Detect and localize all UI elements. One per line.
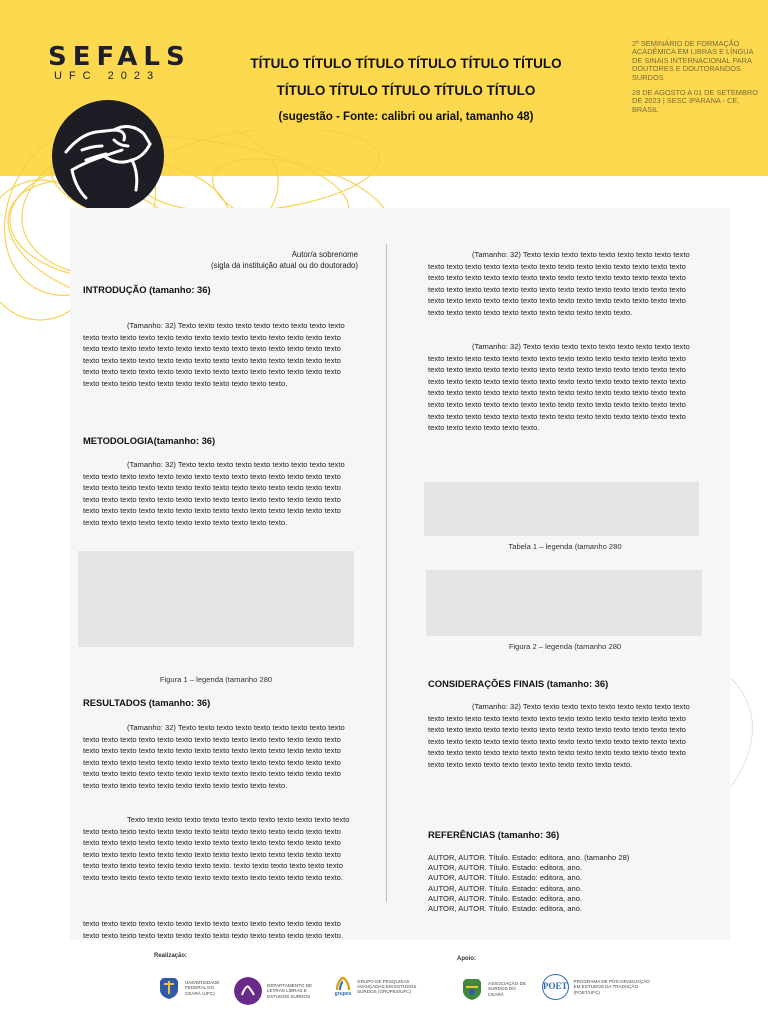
references-list bbox=[428, 853, 700, 914]
poster-title-hint: (sugestão - Fonte: calibri ou arial, tamanho 48) bbox=[278, 111, 534, 123]
event-name: 2º SEMINÁRIO DE FORMAÇÃO ACADÊMICA EM LIBRAS E LÍNGUA DE SINAIS INTERNACIONAL PARA DOUTORES E DOUTORANDOS SURDOS bbox=[632, 39, 754, 82]
intro-text: (Tamanho: 32) Texto texto texto texto texto texto texto texto texto texto texto texto texto texto texto texto texto texto texto texto texto texto texto texto texto texto texto texto texto texto texto texto texto texto texto texto texto texto texto texto texto texto texto texto texto texto texto texto texto texto texto texto texto texto texto texto texto texto texto texto texto texto texto texto texto texto texto texto texto texto texto texto texto texto texto texto. bbox=[83, 321, 345, 388]
event-date-location: 28 DE AGOSTO A 01 DE SETEMBRO DE 2023 | SESC IPARANA - CE, BRASIL bbox=[632, 88, 758, 114]
conclusion-text: (Tamanho: 32) Texto texto texto texto texto texto texto texto texto texto texto texto texto texto texto texto texto texto texto texto texto texto texto texto texto texto texto texto texto texto texto texto texto texto texto texto texto texto texto texto texto texto texto texto texto texto texto texto texto texto texto texto texto texto texto texto texto texto texto texto texto texto texto texto texto texto texto texto texto texto texto texto texto texto texto texto. bbox=[428, 702, 690, 769]
asce-logo bbox=[461, 977, 527, 1001]
figure-2-placeholder bbox=[426, 570, 702, 636]
poster-title-line-1: TÍTULO TÍTULO TÍTULO TÍTULO TÍTULO TÍTULO bbox=[250, 56, 562, 71]
handshake-icon bbox=[52, 100, 164, 212]
table-1-caption: Tabela 1 – legenda (tamanho 280 bbox=[508, 542, 622, 551]
grupes-logo-label: GRUPO DE PESQUISAS AVANÇADAS EM ESTUDOS SURDOS (GRUPES/UFC) bbox=[357, 978, 417, 995]
realizacao-label: Realização: bbox=[154, 953, 188, 959]
handshake-emblem-icon bbox=[52, 100, 164, 212]
author-name: Autor/a sobrenome bbox=[291, 250, 358, 259]
asce-crest-icon bbox=[461, 977, 483, 1001]
results-text-3: texto texto texto texto texto texto texto texto texto texto texto texto texto texto texto texto texto texto texto texto texto texto texto texto texto texto texto texto. bbox=[83, 919, 344, 940]
right-paragraph-2: (Tamanho: 32) Texto texto texto texto texto texto texto texto texto texto texto texto texto texto texto texto texto texto texto texto texto texto texto texto texto texto texto texto texto texto texto texto texto texto texto texto texto texto texto texto texto texto texto texto texto texto texto texto texto texto texto texto texto texto texto texto texto texto texto texto texto texto texto texto texto texto texto texto texto texto texto texto texto texto texto texto texto texto texto texto texto texto texto texto texto texto texto texto texto texto texto texto texto texto texto texto texto texto texto. bbox=[428, 342, 690, 433]
results-heading: RESULTADOS (tamanho: 36) bbox=[83, 697, 211, 708]
reference-item: AUTOR, AUTOR. Título. Estado: editora, ano. bbox=[428, 863, 583, 873]
figure-1-placeholder bbox=[78, 551, 354, 647]
methodology-text: (Tamanho: 32) Texto texto texto texto texto texto texto texto texto texto texto texto texto texto texto texto texto texto texto texto texto texto texto texto texto texto texto texto texto texto texto texto texto texto texto texto texto texto texto texto texto texto texto texto texto texto texto texto texto texto texto texto texto texto texto texto texto texto texto texto texto texto texto texto texto texto texto texto texto texto texto texto texto texto texto texto. bbox=[83, 460, 345, 527]
sefals-logo: SEFALS bbox=[48, 42, 191, 72]
grupes-mark bbox=[334, 976, 352, 997]
dellis-logo-label: DEPARTAMENTO DE LETRAS LIBRAS E ESTUDOS SURDOS bbox=[267, 982, 313, 999]
poet-mark: POET bbox=[542, 974, 569, 1000]
references-heading: REFERÊNCIAS (tamanho: 36) bbox=[428, 829, 560, 840]
ufc-logo-label: UNIVERSIDADE FEDERAL DO CEARÁ (UFC) bbox=[185, 979, 220, 996]
poster-title-line-2: TÍTULO TÍTULO TÍTULO TÍTULO TÍTULO bbox=[276, 83, 536, 98]
reference-item: AUTOR, AUTOR. Título. Estado: editora, ano. bbox=[428, 893, 583, 903]
conclusion-heading: CONSIDERAÇÕES FINAIS (tamanho: 36) bbox=[428, 678, 609, 689]
right-paragraph-1: (Tamanho: 32) Texto texto texto texto texto texto texto texto texto texto texto texto texto texto texto texto texto texto texto texto texto texto texto texto texto texto texto texto texto texto texto texto texto texto texto texto texto texto texto texto texto texto texto texto texto texto texto texto texto texto texto texto texto texto texto texto texto texto texto texto texto texto texto texto texto texto texto texto texto texto texto texto texto texto texto texto. bbox=[428, 250, 690, 317]
event-info bbox=[632, 40, 762, 114]
sefals-logo-subtitle: UFC 2023 bbox=[54, 70, 161, 82]
column-divider bbox=[386, 244, 387, 902]
reference-item: AUTOR, AUTOR. Título. Estado: editora, ano. bbox=[428, 883, 583, 893]
poster-title-block bbox=[218, 50, 594, 128]
apoio-label: Apoio: bbox=[457, 956, 476, 962]
dellis-logo bbox=[234, 977, 320, 1005]
reference-item: AUTOR, AUTOR. Título. Estado: editora, ano. bbox=[428, 904, 583, 914]
dellis-hands-icon bbox=[234, 977, 262, 1005]
author-block bbox=[150, 249, 358, 271]
grupes-wordmark: grupes bbox=[334, 991, 352, 997]
ufc-crest-icon bbox=[158, 976, 180, 1000]
grupes-logo bbox=[334, 976, 426, 997]
reference-item: AUTOR, AUTOR. Título. Estado: editora, ano. bbox=[428, 873, 583, 883]
table-1-placeholder bbox=[424, 482, 699, 536]
poet-logo-label: PROGRAMA DE PÓS-GRADUAÇÃO EM ESTUDOS DA TRADUÇÃO (POET/UFC) bbox=[573, 978, 650, 995]
intro-heading: INTRODUÇÃO (tamanho: 36) bbox=[83, 284, 211, 295]
author-institution: (sigla da instituição atual ou do doutorado) bbox=[211, 261, 358, 270]
results-text: (Tamanho: 32) Texto texto texto texto texto texto texto texto texto texto texto texto texto texto texto texto texto texto texto texto texto texto texto texto texto texto texto texto texto texto texto texto texto texto texto texto texto texto texto texto texto texto texto texto texto texto texto texto texto texto texto texto texto texto texto texto texto texto texto texto texto texto texto texto texto texto texto texto texto texto texto texto texto texto texto texto. bbox=[83, 723, 345, 790]
grupes-icon bbox=[334, 976, 352, 992]
methodology-heading: METODOLOGIA(tamanho: 36) bbox=[83, 435, 216, 446]
figure-2-caption: Figura 2 – legenda (tamanho 280 bbox=[508, 642, 622, 651]
poet-logo bbox=[542, 974, 652, 1000]
asce-logo-label: ASSOCIAÇÃO DE SURDOS DO CEARÁ bbox=[488, 980, 527, 997]
figure-1-caption: Figura 1 – legenda (tamanho 280 bbox=[159, 675, 273, 684]
ufc-logo bbox=[158, 976, 224, 1000]
results-text-2: Texto texto texto texto texto texto texto texto texto texto texto texto texto texto texto texto texto texto texto texto texto texto texto texto texto texto texto texto texto texto texto texto texto texto texto texto texto texto texto texto texto texto texto texto texto texto texto texto texto texto texto texto texto texto texto texto texto texto texto texto texto texto. texto texto texto texto texto texto texto texto texto texto texto texto texto texto texto texto texto texto texto texto. bbox=[83, 815, 350, 882]
reference-item: AUTOR, AUTOR. Título. Estado: editora, ano. (tamanho 28) bbox=[428, 853, 630, 862]
